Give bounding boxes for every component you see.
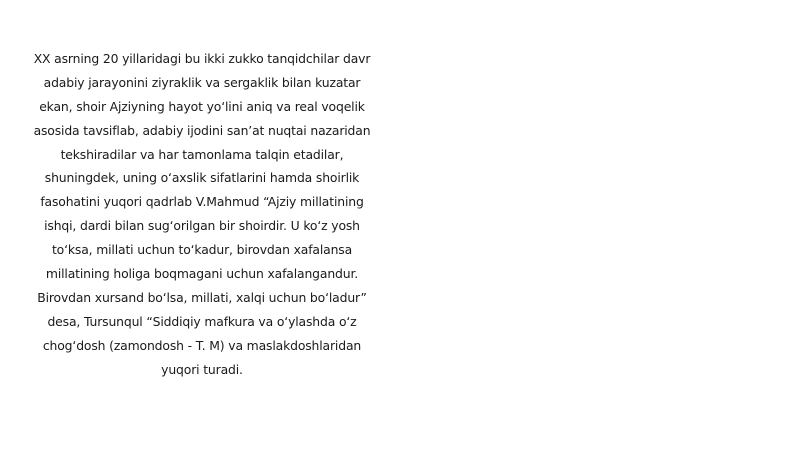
paragraph-line: Birovdan xursand bo‘lsa, millati, xalqi uchun bo‘ladur”	[37, 289, 367, 305]
paragraph-line: desa, Tursunqul “Siddiqiy mafkura va o‘ylashda o‘z	[47, 313, 357, 329]
paragraph-line: to‘ksa, millati uchun to‘kadur, birovdan xafalansa	[51, 242, 353, 258]
paragraph-line: shuningdek, uning o‘axslik sifatlarini hamda shoirlik	[44, 170, 360, 186]
paragraph-line: adabiy jarayonini ziyraklik va sergaklik bilan kuzatar	[43, 74, 361, 90]
paragraph-line: asosida tavsiflab, adabiy ijodini san’at nuqtai nazaridan	[33, 122, 371, 138]
paragraph	[14, 47, 390, 381]
paragraph-line: chog‘dosh (zamondosh - T. M) va maslakdoshlaridan	[42, 337, 362, 353]
paragraph-line: XX asrning 20 yillaridagi bu ikki zukko tanqidchilar davr	[33, 51, 371, 66]
paragraph-line: fasohatini yuqori qadrlab V.Mahmud “Ajziy millatining	[40, 194, 364, 210]
paragraph-line: ekan, shoir Ajziyning hayot yo‘lini aniq va real voqelik	[39, 98, 365, 114]
paragraph-line: tekshiradilar va har tamonlama talqin etadilar,	[60, 146, 344, 162]
paragraph-line: ishqi, dardi bilan sug‘orilgan bir shoirdir. U ko‘z yosh	[44, 218, 360, 234]
paragraph-line: millatining holiga boqmagani uchun xafalangandur.	[45, 266, 359, 282]
paragraph-line: yuqori turadi.	[161, 361, 243, 377]
